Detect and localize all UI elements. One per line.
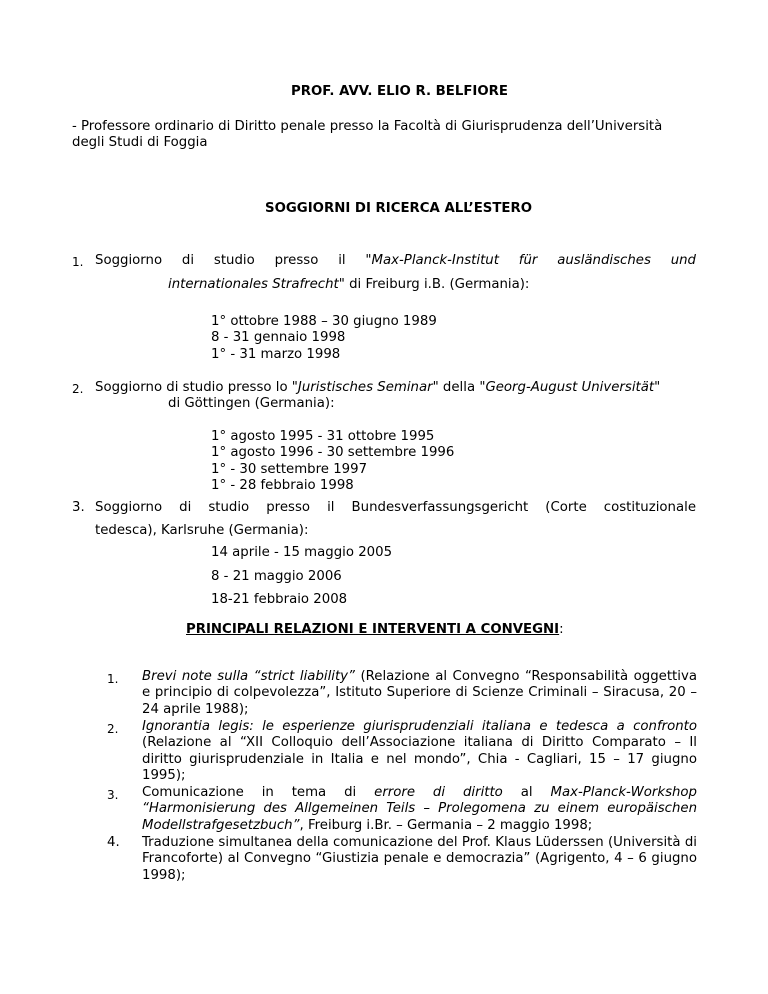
date-range: 14 aprile - 15 maggio 2005 <box>211 545 393 560</box>
research-heading: SOGGIORNI DI RICERCA ALL’ESTERO <box>265 201 533 216</box>
colon: : <box>559 622 564 637</box>
talk-1-number: 1. <box>107 672 119 686</box>
word: il <box>338 253 346 268</box>
person-name: PROF. AVV. ELIO R. BELFIORE <box>291 84 508 99</box>
text: al <box>502 785 551 800</box>
workshop-title: Max-Planck-Workshop “Harmonisierung des Allgemeinen Teils – Prolegomena zu einem europäischen Modellstrafgesetzbuch” <box>142 785 698 833</box>
date-range: 1° agosto 1995 - 31 ottobre 1995 <box>211 429 435 444</box>
location: " di Freiburg i.B. (Germania): <box>338 277 530 292</box>
talk-3 <box>142 785 697 834</box>
talk-3-number: 3. <box>107 788 119 802</box>
word: studio <box>213 253 255 268</box>
word: und <box>670 253 696 268</box>
word: für <box>518 253 538 268</box>
text: " <box>654 380 661 395</box>
research-item-3-line-2: tedesca), Karlsruhe (Germania): <box>95 523 309 538</box>
role-line-1: - Professore ordinario di Diritto penale presso la Facoltà di Giurisprudenza dell’Università <box>72 119 663 134</box>
research-item-2-line-1 <box>95 380 660 396</box>
research-item-3-number: 3. <box>72 500 85 515</box>
talk-4: Traduzione simultanea della comunicazione del Prof. Klaus Lüderssen (Università di Francoforte) al Convegno “Giustizia penale e democrazia” (Agrigento, 4 – 6 giugno 1998); <box>142 835 697 883</box>
word: presso <box>274 253 319 268</box>
talks-heading <box>186 622 564 638</box>
topic: errore di diritto <box>374 785 503 800</box>
research-item-2-dates <box>211 429 454 494</box>
word: di <box>181 253 195 268</box>
talk-details: (Relazione al “XII Colloquio dell’Associazione italiana di Diritto Comparato – Il diritto giurisprudenziale in Italia e nel mondo”, Chia - Cagliari, 15 – 17 giugno 1995); <box>142 735 697 783</box>
role-line-2: degli Studi di Foggia <box>72 135 208 150</box>
date-range: 1° - 28 febbraio 1998 <box>211 477 354 493</box>
talk-details: (Relazione al Convegno “Responsabilità oggettiva e principio di colpevolezza”, Istituto Superiore di Scienze Criminali – Siracusa, 20 – 24 aprile 1988); <box>142 669 697 717</box>
talk-details: , Freiburg i.Br. – Germania – 2 maggio 1998; <box>299 817 593 833</box>
research-item-1-line-1 <box>95 253 696 269</box>
date-range: 18-21 febbraio 2008 <box>211 592 348 607</box>
word: "Max-Planck-Institut <box>365 253 499 268</box>
talk-4-number: 4. <box>107 835 120 850</box>
text: Comunicazione in tema di <box>142 785 375 800</box>
text: " della " <box>432 380 486 395</box>
word: ausländisches <box>557 253 651 268</box>
talks-heading-text: PRINCIPALI RELAZIONI E INTERVENTI A CONVEGNI <box>186 622 560 637</box>
talk-title: Ignorantia legis: le esperienze giurisprudenziali italiana e tedesca a confronto <box>142 719 697 734</box>
talk-2-number: 2. <box>107 722 119 736</box>
research-item-1-line-2 <box>168 277 529 293</box>
date-range: 1° - 31 marzo 1998 <box>211 346 341 362</box>
date-range: 8 - 21 maggio 2006 <box>211 568 342 584</box>
research-item-2-number: 2. <box>72 382 84 396</box>
research-item-2-line-2: di Göttingen (Germania): <box>168 396 335 411</box>
text: Soggiorno di studio presso lo " <box>95 380 298 395</box>
seminar-name: Juristisches Seminar <box>297 380 433 395</box>
date-range: 8 - 31 gennaio 1998 <box>211 330 346 346</box>
talk-title: Brevi note sulla “strict liability” <box>142 669 355 684</box>
research-item-3-dates <box>211 541 392 612</box>
word: Soggiorno <box>95 253 163 268</box>
research-item-1-number: 1. <box>72 255 84 269</box>
talk-2 <box>142 719 697 784</box>
date-range: 1° ottobre 1988 – 30 giugno 1989 <box>211 314 437 329</box>
date-range: 1° - 30 settembre 1997 <box>211 461 368 477</box>
date-range: 1° agosto 1996 - 30 settembre 1996 <box>211 445 455 461</box>
research-item-1-dates <box>211 314 437 363</box>
talk-1 <box>142 669 697 718</box>
research-item-3-line-1: Soggiorno di studio presso il Bundesverfassungsgericht (Corte costituzionale <box>95 500 696 515</box>
university-name: Georg-August Universität <box>485 380 655 395</box>
institute-name: internationales Strafrecht <box>168 277 339 292</box>
